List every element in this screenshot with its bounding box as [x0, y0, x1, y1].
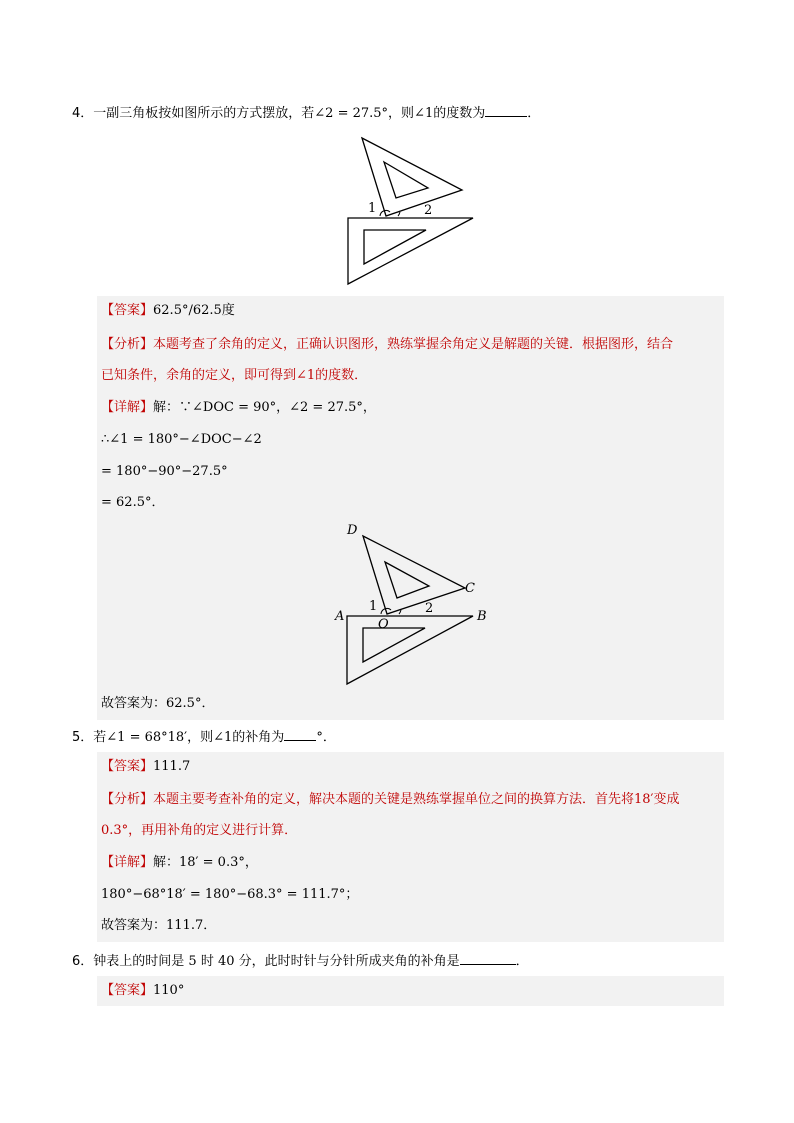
- angle-label-2: 2: [425, 601, 434, 616]
- analysis-line-2: 已知条件，余角的定义，即可得到∠1的度数．: [101, 368, 368, 383]
- question-text: 若∠1 = 68°18′，则∠1的补角为: [93, 730, 285, 745]
- answer-tag: 【答案】: [101, 303, 154, 318]
- answer-tag: 【答案】: [101, 759, 154, 774]
- question-tail: ．: [515, 954, 529, 969]
- answer-line: [101, 301, 719, 321]
- question-4: [72, 102, 732, 124]
- figure-triangle-rulers: [340, 132, 480, 292]
- detail-line-2: 180°−68°18′ = 180°−68.3° = 111.7°；: [101, 887, 359, 902]
- answer-tag: 【答案】: [101, 983, 154, 998]
- point-label-c: C: [465, 581, 475, 596]
- point-label-b: B: [477, 609, 487, 624]
- figure-labeled-rulers: [331, 520, 491, 688]
- detail-line-4: = 62.5°．: [101, 495, 165, 510]
- angle-label-1: 1: [369, 599, 378, 614]
- analysis-text: 本题考查了余角的定义，正确认识图形，熟练掌握余角定义是解题的关键．根据图形，结合: [153, 337, 674, 352]
- answer-blank: [485, 102, 527, 117]
- analysis-line-1: [101, 790, 719, 810]
- answer-line: [101, 981, 719, 1001]
- point-label-o: O: [378, 617, 389, 632]
- detail-line-2: ∴∠1 = 180°−∠DOC−∠2: [101, 432, 262, 447]
- detail-line-3: = 180°−90°−27.5°: [101, 464, 228, 479]
- analysis-tag: 【分析】: [101, 337, 154, 352]
- answer-value: 62.5°/62.5度: [153, 303, 235, 318]
- detail-tag: 【详解】: [101, 400, 154, 415]
- analysis-tag: 【分析】: [101, 792, 154, 807]
- question-number: 4．: [72, 106, 94, 121]
- detail-tag: 【详解】: [101, 855, 154, 870]
- answer-blank: [460, 950, 516, 965]
- question-6: [72, 950, 732, 972]
- analysis-text: 本题主要考查补角的定义，解决本题的关键是熟练掌握单位之间的换算方法．首先将18′变成: [153, 792, 680, 807]
- solution-box-q6: [97, 976, 724, 1006]
- question-tail: ．: [527, 106, 541, 121]
- question-5: [72, 726, 732, 748]
- point-label-a: A: [335, 609, 345, 624]
- conclusion-line: 故答案为：62.5°．: [101, 696, 215, 711]
- analysis-line-1: [101, 335, 719, 355]
- solution-box-q4: [97, 296, 724, 720]
- question-number: 6．: [72, 954, 94, 969]
- solution-box-q5: [97, 752, 724, 942]
- angle-label-2: 2: [424, 203, 433, 218]
- conclusion-line: 故答案为：111.7．: [101, 918, 217, 933]
- detail-text: 解：18′ = 0.3°，: [153, 855, 258, 870]
- question-text: 一副三角板按如图所示的方式摆放，若∠2 = 27.5°，则∠1的度数为: [93, 106, 486, 121]
- analysis-line-2: 0.3°，再用补角的定义进行计算．: [101, 823, 298, 838]
- answer-value: 111.7: [153, 759, 191, 774]
- answer-blank: [284, 726, 316, 741]
- detail-text: 解：∵∠DOC = 90°，∠2 = 27.5°，: [153, 400, 376, 415]
- answer-value: 110°: [153, 983, 185, 998]
- answer-line: [101, 757, 719, 777]
- question-text: 钟表上的时间是 5 时 40 分，此时时针与分针所成夹角的补角是: [93, 954, 460, 969]
- detail-line-1: [101, 853, 719, 873]
- question-tail: °．: [316, 730, 336, 745]
- angle-label-1: 1: [368, 201, 377, 216]
- point-label-d: D: [347, 523, 358, 538]
- question-number: 5．: [72, 730, 94, 745]
- detail-line-1: [101, 398, 719, 418]
